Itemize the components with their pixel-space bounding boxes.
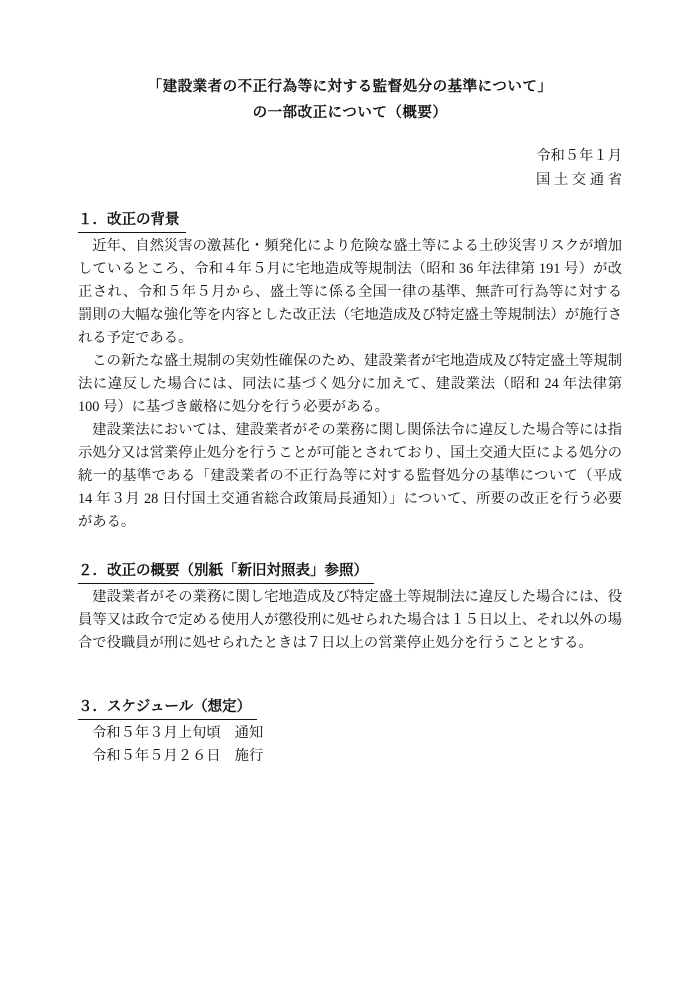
section-1-paragraph-1: 近年、自然災害の激甚化・頻発化により危険な盛土等による土砂災害リスクが増加しているところ、令和４年５月に宅地造成等規制法（昭和 36 年法律第 191 号）が改正され、令和５年５月から、盛土等に係る全国一律の基準、無許可行為等に対する罰則の大幅な強化等を内容とした改正法（宅地造成及び特定盛土等規制法）が施行される予定である。 xyxy=(78,238,622,346)
document-organization: 国土交通省 xyxy=(536,172,622,188)
section-1-heading: １．改正の背景 xyxy=(78,211,186,233)
schedule-item-1-event: 通知 xyxy=(234,725,264,741)
document-content xyxy=(78,0,622,768)
schedule-item-2-date: 令和５年５月２６日 xyxy=(92,748,221,764)
title-line-1: 「建設業者の不正行為等に対する監督処分の基準について」 xyxy=(147,79,553,95)
section-3-heading: ３．スケジュール（想定） xyxy=(78,698,257,720)
schedule-item-1 xyxy=(78,722,622,745)
document-organization-row xyxy=(78,168,622,192)
schedule-item-2 xyxy=(78,745,622,768)
section-2-paragraph-1: 建設業者がその業務に関し宅地造成及び特定盛土等規制法に違反した場合には、役員等又は政令で定める使用人が懲役刑に処せられた場合は１５日以上、それ以外の場合で役職員が刑に処せられたときは７日以上の営業停止処分を行うこととする。 xyxy=(78,589,622,651)
section-1-heading-row xyxy=(78,210,622,233)
section-2-heading-row xyxy=(78,561,622,584)
schedule-item-2-event: 施行 xyxy=(234,748,264,764)
section-1-paragraph-2: この新たな盛土規制の実効性確保のため、建設業者が宅地造成及び特定盛土等規制法に違反した場合には、同法に基づく処分に加えて、建設業法（昭和 24 年法律第 100 号）に基づき厳格に処分を行う必要がある。 xyxy=(78,353,622,415)
document-title xyxy=(78,74,622,126)
document-date: 令和５年１月 xyxy=(536,148,622,164)
title-line-2: の一部改正について（概要） xyxy=(252,105,448,121)
section-3-heading-row xyxy=(78,697,622,720)
schedule-item-1-date: 令和５年３月上旬頃 xyxy=(92,725,221,741)
section-1-paragraph-3: 建設業法においては、建設業者がその業務に関し関係法令に違反した場合等には指示処分又は営業停止処分を行うことが可能とされており、国土交通大臣による処分の統一的基準である「建設業者の不正行為等に対する監督処分の基準について（平成 14 年３月 28 日付国土交通省総合政策局長通知）」について、所要の改正を行う必要がある。 xyxy=(78,422,622,530)
date-block xyxy=(78,144,622,192)
section-2-heading: ２．改正の概要（別紙「新旧対照表」参照） xyxy=(78,562,374,584)
